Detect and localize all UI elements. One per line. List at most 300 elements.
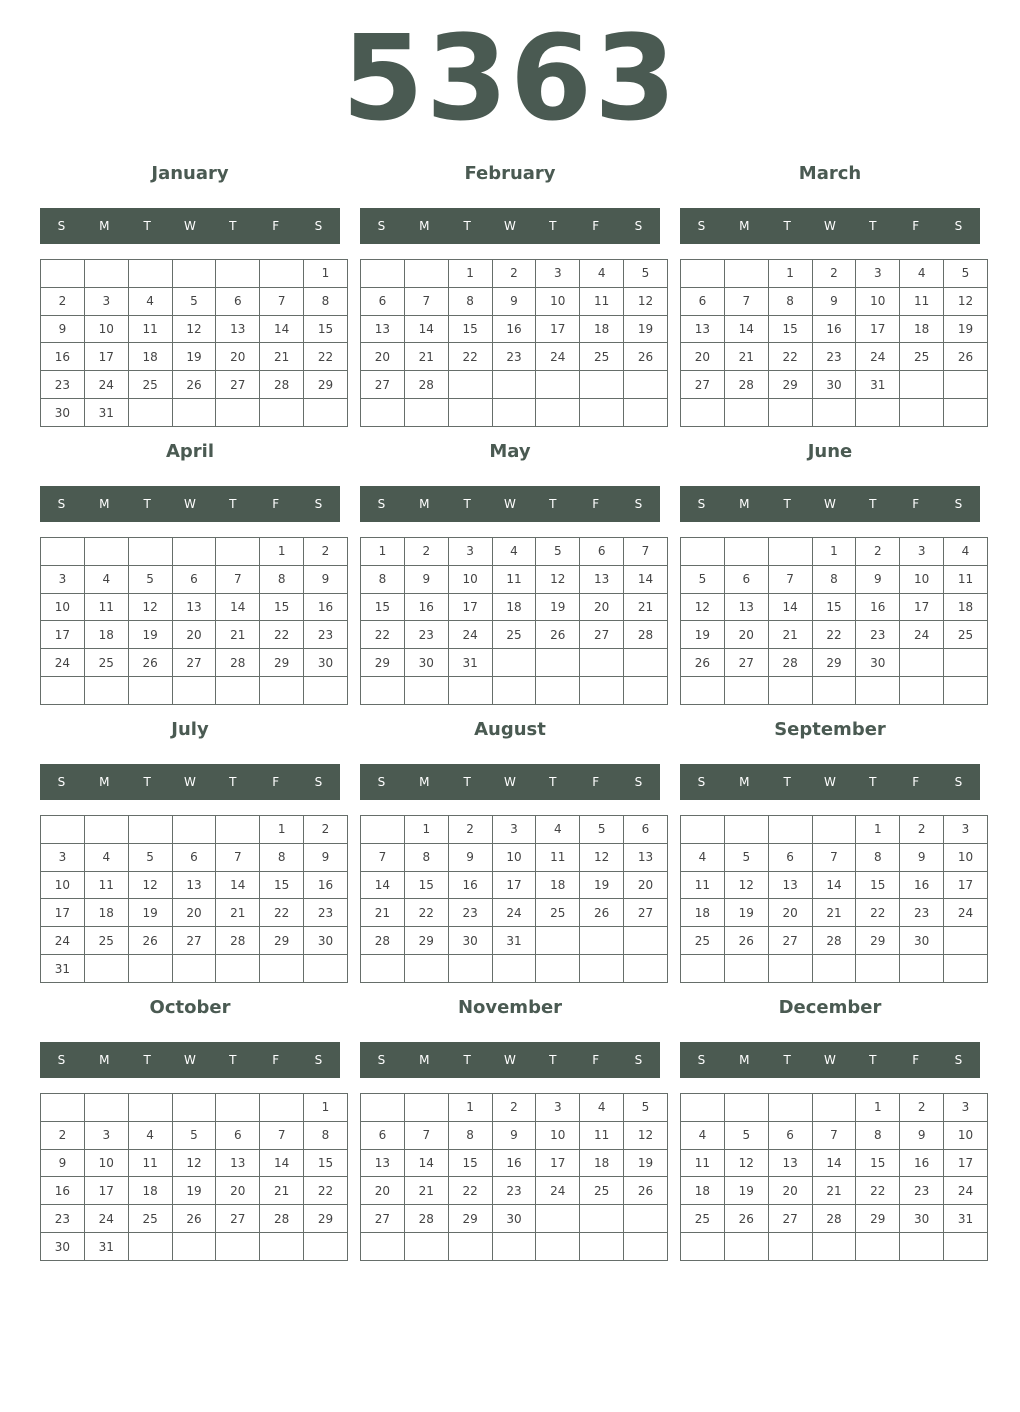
- day-cell: 1: [448, 260, 492, 288]
- day-cell: 16: [900, 1149, 944, 1177]
- weekday-label: W: [184, 497, 196, 511]
- day-cell: 15: [812, 593, 856, 621]
- weekday-label: T: [783, 219, 791, 233]
- day-cell: [128, 816, 172, 844]
- day-cell: [492, 677, 536, 705]
- day-cell: 19: [724, 899, 768, 927]
- week-row: [41, 816, 348, 844]
- weekday-label: M: [739, 775, 750, 789]
- day-cell: [172, 955, 216, 983]
- day-cell: [84, 1094, 128, 1122]
- day-cell: 4: [84, 843, 128, 871]
- day-cell: 3: [900, 538, 944, 566]
- week-row: [41, 1205, 348, 1233]
- day-cell: 15: [448, 1149, 492, 1177]
- day-cell: 14: [812, 871, 856, 899]
- day-cell: 23: [900, 1177, 944, 1205]
- day-cell: [448, 399, 492, 427]
- day-cell: 22: [260, 899, 304, 927]
- day-cell: [128, 538, 172, 566]
- day-cell: [681, 1094, 725, 1122]
- day-cell: 2: [812, 260, 856, 288]
- day-cell: 11: [681, 871, 725, 899]
- day-cell: 31: [41, 955, 85, 983]
- day-cell: 18: [681, 899, 725, 927]
- day-cell: 14: [768, 593, 812, 621]
- day-cell: [724, 399, 768, 427]
- day-cell: 4: [681, 1121, 725, 1149]
- day-cell: 13: [768, 871, 812, 899]
- day-cell: 8: [404, 843, 448, 871]
- day-cell: 20: [624, 871, 668, 899]
- day-cell: [41, 538, 85, 566]
- day-cell: 13: [768, 1149, 812, 1177]
- day-cell: 3: [944, 816, 988, 844]
- day-cell: 26: [172, 1205, 216, 1233]
- weekday-label: T: [229, 497, 237, 511]
- day-cell: [681, 538, 725, 566]
- day-cell: 10: [84, 1149, 128, 1177]
- weekday-label: T: [869, 775, 877, 789]
- day-cell: 18: [128, 1177, 172, 1205]
- day-cell: 30: [812, 371, 856, 399]
- day-cell: 10: [944, 843, 988, 871]
- day-grid: [360, 815, 668, 983]
- weekday-label: S: [377, 497, 386, 511]
- day-cell: 22: [304, 1177, 348, 1205]
- day-cell: 17: [448, 593, 492, 621]
- day-cell: 14: [361, 871, 405, 899]
- week-row: [681, 843, 988, 871]
- day-cell: 19: [172, 1177, 216, 1205]
- day-cell: 25: [900, 343, 944, 371]
- weekday-label: S: [634, 775, 643, 789]
- day-cell: [84, 816, 128, 844]
- day-cell: 31: [84, 399, 128, 427]
- day-cell: [536, 1205, 580, 1233]
- day-cell: 4: [128, 287, 172, 315]
- day-cell: 18: [128, 343, 172, 371]
- day-cell: 17: [536, 1149, 580, 1177]
- day-cell: 25: [580, 343, 624, 371]
- day-cell: [724, 1094, 768, 1122]
- day-cell: 1: [812, 538, 856, 566]
- day-cell: [84, 955, 128, 983]
- day-cell: 24: [84, 371, 128, 399]
- week-row: [361, 955, 668, 983]
- week-row: [681, 927, 988, 955]
- day-cell: 13: [361, 1149, 405, 1177]
- day-cell: 8: [304, 287, 348, 315]
- day-cell: 18: [492, 593, 536, 621]
- day-cell: 10: [944, 1121, 988, 1149]
- day-cell: 25: [944, 621, 988, 649]
- day-cell: 23: [304, 899, 348, 927]
- day-cell: 8: [448, 1121, 492, 1149]
- day-cell: 9: [856, 565, 900, 593]
- week-row: [681, 260, 988, 288]
- day-cell: 1: [304, 260, 348, 288]
- day-cell: [128, 955, 172, 983]
- day-cell: 16: [492, 1149, 536, 1177]
- day-cell: 23: [812, 343, 856, 371]
- week-row: [681, 955, 988, 983]
- day-cell: 9: [304, 843, 348, 871]
- day-cell: [361, 399, 405, 427]
- day-cell: [84, 538, 128, 566]
- day-cell: 16: [41, 343, 85, 371]
- day-cell: [812, 677, 856, 705]
- weekday-header: [360, 208, 660, 244]
- day-grid: [360, 537, 668, 705]
- day-grid: [40, 259, 348, 427]
- day-cell: 18: [681, 1177, 725, 1205]
- day-cell: 13: [172, 593, 216, 621]
- day-cell: 19: [724, 1177, 768, 1205]
- weekday-label: M: [99, 775, 110, 789]
- day-cell: 17: [944, 871, 988, 899]
- day-cell: 2: [492, 260, 536, 288]
- day-cell: [900, 955, 944, 983]
- weekday-label: T: [463, 1053, 471, 1067]
- day-cell: 17: [41, 899, 85, 927]
- day-cell: 8: [768, 287, 812, 315]
- day-cell: [304, 677, 348, 705]
- weekday-header: [360, 764, 660, 800]
- day-cell: [128, 399, 172, 427]
- day-cell: 2: [404, 538, 448, 566]
- weekday-header: [680, 486, 980, 522]
- day-cell: 24: [84, 1205, 128, 1233]
- day-cell: 30: [404, 649, 448, 677]
- day-cell: 19: [128, 899, 172, 927]
- day-cell: [84, 677, 128, 705]
- weekday-label: T: [463, 497, 471, 511]
- day-cell: 28: [361, 927, 405, 955]
- day-cell: [172, 677, 216, 705]
- day-cell: 15: [448, 315, 492, 343]
- day-cell: [216, 260, 260, 288]
- month-title: August: [474, 719, 546, 740]
- day-cell: 7: [361, 843, 405, 871]
- day-cell: [260, 1233, 304, 1261]
- day-cell: [944, 927, 988, 955]
- weekday-label: T: [783, 1053, 791, 1067]
- day-cell: [536, 399, 580, 427]
- week-row: [681, 677, 988, 705]
- weekday-label: T: [783, 497, 791, 511]
- day-cell: [624, 649, 668, 677]
- day-cell: 18: [84, 621, 128, 649]
- day-cell: [448, 955, 492, 983]
- month-title: April: [165, 441, 215, 462]
- weekday-header: [680, 764, 980, 800]
- day-cell: 6: [724, 565, 768, 593]
- day-cell: 22: [768, 343, 812, 371]
- day-cell: [216, 538, 260, 566]
- day-cell: [172, 260, 216, 288]
- day-cell: 22: [812, 621, 856, 649]
- day-grid: [360, 259, 668, 427]
- weekday-label: F: [912, 775, 920, 789]
- day-cell: [448, 677, 492, 705]
- day-cell: 28: [768, 649, 812, 677]
- week-row: [41, 593, 348, 621]
- day-cell: 8: [856, 1121, 900, 1149]
- day-cell: 23: [448, 899, 492, 927]
- day-cell: [41, 260, 85, 288]
- day-cell: [724, 955, 768, 983]
- week-row: [41, 843, 348, 871]
- day-cell: [681, 399, 725, 427]
- day-grid: [40, 1093, 348, 1261]
- day-cell: 10: [84, 315, 128, 343]
- day-cell: 22: [856, 1177, 900, 1205]
- weekday-label: W: [824, 775, 836, 789]
- day-cell: 17: [84, 343, 128, 371]
- weekday-label: M: [99, 1053, 110, 1067]
- day-cell: [361, 677, 405, 705]
- day-cell: [448, 371, 492, 399]
- day-cell: 1: [768, 260, 812, 288]
- day-cell: 8: [260, 565, 304, 593]
- day-cell: 29: [768, 371, 812, 399]
- day-cell: 31: [448, 649, 492, 677]
- day-cell: 6: [216, 287, 260, 315]
- day-cell: [724, 677, 768, 705]
- day-cell: 21: [624, 593, 668, 621]
- day-cell: 3: [856, 260, 900, 288]
- week-row: [41, 1121, 348, 1149]
- weekday-label: S: [57, 775, 66, 789]
- week-row: [681, 649, 988, 677]
- day-cell: 27: [724, 649, 768, 677]
- day-cell: 28: [216, 649, 260, 677]
- day-cell: 3: [41, 843, 85, 871]
- month-title: July: [171, 719, 209, 740]
- day-cell: 20: [172, 899, 216, 927]
- week-row: [681, 1205, 988, 1233]
- day-cell: 8: [260, 843, 304, 871]
- day-cell: 29: [361, 649, 405, 677]
- day-cell: 30: [900, 927, 944, 955]
- day-cell: 22: [856, 899, 900, 927]
- week-row: [361, 1094, 668, 1122]
- day-cell: 15: [404, 871, 448, 899]
- weekday-label: S: [954, 219, 963, 233]
- day-cell: 23: [41, 1205, 85, 1233]
- day-cell: 3: [84, 287, 128, 315]
- day-cell: 28: [260, 371, 304, 399]
- day-cell: 15: [304, 1149, 348, 1177]
- day-cell: 1: [856, 1094, 900, 1122]
- day-cell: [944, 649, 988, 677]
- week-row: [681, 816, 988, 844]
- week-row: [681, 371, 988, 399]
- day-cell: 2: [41, 1121, 85, 1149]
- day-cell: 28: [624, 621, 668, 649]
- day-cell: 17: [492, 871, 536, 899]
- day-cell: [900, 399, 944, 427]
- day-cell: 7: [812, 1121, 856, 1149]
- day-cell: [768, 1233, 812, 1261]
- week-row: [681, 899, 988, 927]
- day-cell: 6: [172, 843, 216, 871]
- weekday-label: F: [272, 775, 280, 789]
- week-row: [361, 399, 668, 427]
- day-cell: [260, 260, 304, 288]
- week-row: [361, 287, 668, 315]
- day-cell: 11: [580, 287, 624, 315]
- day-cell: 9: [492, 1121, 536, 1149]
- week-row: [681, 621, 988, 649]
- day-cell: [492, 371, 536, 399]
- weekday-label: T: [229, 775, 237, 789]
- weekday-label: T: [869, 1053, 877, 1067]
- day-cell: [361, 955, 405, 983]
- day-cell: 24: [448, 621, 492, 649]
- week-row: [41, 287, 348, 315]
- day-cell: 5: [624, 260, 668, 288]
- day-cell: 1: [448, 1094, 492, 1122]
- day-cell: 15: [856, 871, 900, 899]
- day-cell: [724, 538, 768, 566]
- day-cell: 28: [812, 1205, 856, 1233]
- day-cell: 27: [172, 649, 216, 677]
- day-cell: 7: [216, 843, 260, 871]
- day-cell: 9: [404, 565, 448, 593]
- weekday-label: S: [314, 219, 323, 233]
- day-cell: [536, 1233, 580, 1261]
- week-row: [681, 399, 988, 427]
- day-cell: 24: [536, 1177, 580, 1205]
- day-cell: 20: [768, 1177, 812, 1205]
- day-cell: [260, 677, 304, 705]
- day-cell: 22: [260, 621, 304, 649]
- day-cell: 27: [624, 899, 668, 927]
- day-cell: 16: [304, 871, 348, 899]
- day-cell: 2: [304, 538, 348, 566]
- day-cell: [492, 1233, 536, 1261]
- day-cell: 14: [216, 593, 260, 621]
- day-cell: 12: [944, 287, 988, 315]
- day-cell: 30: [304, 649, 348, 677]
- day-cell: 28: [404, 371, 448, 399]
- day-cell: [681, 677, 725, 705]
- week-row: [361, 843, 668, 871]
- day-cell: [128, 260, 172, 288]
- day-cell: 5: [624, 1094, 668, 1122]
- week-row: [361, 593, 668, 621]
- week-row: [41, 1177, 348, 1205]
- day-cell: [404, 1094, 448, 1122]
- day-cell: 23: [304, 621, 348, 649]
- weekday-label: M: [739, 497, 750, 511]
- day-cell: [41, 677, 85, 705]
- month-title: December: [778, 997, 882, 1018]
- weekday-label: S: [314, 775, 323, 789]
- week-row: [361, 565, 668, 593]
- day-cell: [624, 1233, 668, 1261]
- weekday-label: W: [504, 219, 516, 233]
- day-cell: 30: [41, 399, 85, 427]
- day-cell: 8: [304, 1121, 348, 1149]
- day-cell: 19: [624, 1149, 668, 1177]
- week-row: [681, 1177, 988, 1205]
- week-row: [361, 343, 668, 371]
- week-row: [41, 871, 348, 899]
- day-cell: 6: [580, 538, 624, 566]
- day-cell: 26: [724, 1205, 768, 1233]
- weekday-header: [680, 208, 980, 244]
- day-cell: 4: [536, 816, 580, 844]
- day-cell: 7: [404, 287, 448, 315]
- day-cell: 21: [812, 899, 856, 927]
- day-cell: 15: [768, 315, 812, 343]
- week-row: [41, 315, 348, 343]
- day-cell: 8: [361, 565, 405, 593]
- day-cell: 11: [536, 843, 580, 871]
- weekday-label: T: [229, 1053, 237, 1067]
- day-cell: [304, 1233, 348, 1261]
- day-cell: 12: [624, 287, 668, 315]
- month-title: February: [464, 163, 556, 184]
- week-row: [681, 1233, 988, 1261]
- day-cell: 27: [768, 1205, 812, 1233]
- day-cell: 19: [580, 871, 624, 899]
- day-cell: 7: [404, 1121, 448, 1149]
- day-cell: 12: [681, 593, 725, 621]
- day-cell: 3: [41, 565, 85, 593]
- day-cell: 15: [304, 315, 348, 343]
- week-row: [41, 649, 348, 677]
- day-cell: 6: [681, 287, 725, 315]
- day-cell: [216, 955, 260, 983]
- day-cell: 10: [856, 287, 900, 315]
- week-row: [361, 677, 668, 705]
- day-cell: 24: [900, 621, 944, 649]
- day-cell: [448, 1233, 492, 1261]
- day-cell: [812, 399, 856, 427]
- day-cell: 16: [41, 1177, 85, 1205]
- day-cell: 6: [768, 1121, 812, 1149]
- week-row: [41, 371, 348, 399]
- day-cell: 11: [128, 1149, 172, 1177]
- day-cell: 24: [536, 343, 580, 371]
- day-cell: 18: [944, 593, 988, 621]
- day-cell: 9: [812, 287, 856, 315]
- day-cell: 17: [536, 315, 580, 343]
- day-cell: 3: [84, 1121, 128, 1149]
- weekday-label: F: [592, 219, 600, 233]
- weekday-label: M: [419, 775, 430, 789]
- day-cell: 25: [681, 927, 725, 955]
- day-cell: 5: [172, 287, 216, 315]
- week-row: [681, 565, 988, 593]
- day-cell: 11: [580, 1121, 624, 1149]
- day-cell: [944, 371, 988, 399]
- week-row: [41, 677, 348, 705]
- day-cell: [624, 1205, 668, 1233]
- day-cell: [536, 649, 580, 677]
- day-cell: [580, 677, 624, 705]
- day-cell: 22: [448, 343, 492, 371]
- weekday-label: T: [143, 219, 151, 233]
- day-cell: 23: [492, 1177, 536, 1205]
- day-cell: [216, 816, 260, 844]
- day-cell: 1: [304, 1094, 348, 1122]
- month-title: January: [151, 163, 229, 184]
